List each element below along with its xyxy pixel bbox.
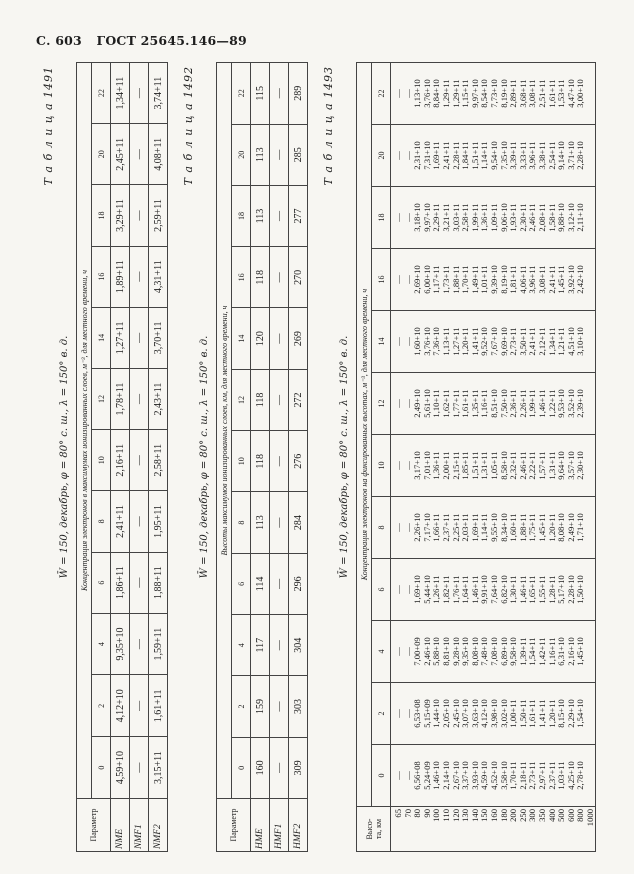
value-cell: 3,15+11	[149, 737, 168, 799]
value-cell: 9,35+10	[111, 613, 130, 675]
hour-cell: 22	[232, 63, 251, 125]
hour-cell: 4	[92, 613, 111, 675]
hour-cell: 0	[372, 745, 391, 807]
hour-cell: 12	[92, 368, 111, 429]
table-row	[289, 63, 308, 852]
value-cell: —	[270, 308, 289, 369]
table-1493	[356, 62, 596, 852]
value-cell: 3,29+11	[111, 185, 130, 246]
hour-cell: 16	[232, 247, 251, 308]
value-column: — — 6,53+08 5,15+09 1,44+10 2,05+10 2,45+10 3,07+10 3,63+10 4,12+10 3,98+10 3,02+10 1,00+11 1,50+11 1,61+11 1,41+11 1,20+11 8,15+10 2,29+10 1,54+10	[391, 683, 596, 745]
value-cell: 270	[289, 247, 308, 308]
value-cell: —	[270, 124, 289, 185]
hour-cell: 2	[92, 675, 111, 737]
hour-cell: 12	[232, 369, 251, 430]
value-cell: 285	[289, 124, 308, 185]
value-column: — — 6,56+08 5,24+09 1,46+10 2,14+10 2,67+10 3,37+10 3,93+10 4,59+10 4,52+10 3,58+10 1,70+11 2,18+11 2,73+11 2,97+11 2,37+11 1,03+11 4,25+10 2,78+10	[391, 745, 596, 807]
standard-code: ГОСТ 25645.146—89	[96, 33, 247, 48]
hour-cell: 20	[232, 124, 251, 185]
value-cell: —	[270, 737, 289, 798]
value-column: — — 1,13+10 3,76+10 8,84+10 1,29+11 1,29+11 1,15+11 9,97+10 8,54+10 7,73+10 8,19+10 2,89+11 3,68+11 3,08+11 2,51+11 1,61+11 1,53+11 4,47+10 3,00+10	[391, 63, 596, 125]
table-number: Т а б л и ц а 1493	[322, 66, 335, 186]
hour-cell: 0	[92, 737, 111, 799]
value-cell: —	[270, 553, 289, 614]
value-cell: —	[130, 491, 149, 552]
value-cell: 2,16+11	[111, 430, 130, 491]
param-header: Параметр	[217, 799, 251, 852]
value-cell: 113	[251, 124, 270, 185]
hour-cell: 20	[92, 124, 111, 185]
value-cell: —	[130, 675, 149, 737]
value-cell: 303	[289, 676, 308, 737]
value-cell: 114	[251, 553, 270, 614]
hours-row	[232, 63, 251, 852]
value-cell: —	[130, 124, 149, 185]
table-caption: W̄ = 150, декабрь, φ = 80° с. ш., λ = 150° в. д.	[199, 335, 210, 579]
value-cell: 1,78+11	[111, 368, 130, 429]
value-cell: —	[130, 307, 149, 368]
value-cell: 113	[251, 492, 270, 553]
value-cell: 1,88+11	[149, 552, 168, 613]
param-name: NME	[111, 799, 130, 852]
value-cell: 159	[251, 676, 270, 737]
table-row	[251, 63, 270, 852]
value-cell: 2,41+11	[111, 491, 130, 552]
value-cell: 1,89+11	[111, 246, 130, 307]
hour-cell: 4	[232, 615, 251, 676]
rotated-content	[40, 62, 614, 852]
height-header: Высо- та, км	[357, 807, 391, 852]
value-cell: 284	[289, 492, 308, 553]
value-cell: 115	[251, 63, 270, 125]
hour-cell: 2	[372, 683, 391, 745]
table-row	[130, 63, 149, 852]
value-cell: —	[130, 613, 149, 675]
value-cell: 3,74+11	[149, 63, 168, 124]
value-cell: 1,61+11	[149, 675, 168, 737]
hour-cell: 18	[92, 185, 111, 246]
hour-cell: 12	[372, 373, 391, 435]
hour-cell: 22	[92, 63, 111, 124]
value-cell: —	[270, 431, 289, 492]
value-cell: —	[130, 737, 149, 799]
value-cell: 2,45+11	[111, 124, 130, 185]
value-cell: —	[270, 247, 289, 308]
value-cell: 1,86+11	[111, 552, 130, 613]
value-cell: 309	[289, 737, 308, 798]
value-column: — — 3,18+10 9,97+10 2,29+11 3,21+11 3,03+11 2,58+11 1,99+11 1,36+11 1,09+11 9,06+10 1,93+11 2,30+11 2,46+11 2,08+11 1,58+11 9,88+10 3,12+10 2,11+10	[391, 187, 596, 249]
param-name: NMF1	[130, 799, 149, 852]
table-number: Т а б л и ц а 1491	[42, 66, 55, 186]
hour-cell: 16	[92, 246, 111, 307]
value-column: — — 2,31+10 7,31+10 1,69+11 2,41+11 2,28+11 1,84+11 1,51+11 1,14+11 9,54+10 7,35+10 3,39+11 3,33+11 3,96+11 3,38+11 2,54+11 9,14+10 3,71+10 2,28+10	[391, 125, 596, 187]
value-cell: —	[130, 368, 149, 429]
value-cell: 4,12+10	[111, 675, 130, 737]
value-cell: 296	[289, 553, 308, 614]
hour-cell: 14	[372, 311, 391, 373]
hour-cell: 0	[232, 737, 251, 798]
value-column: — — 1,69+10 5,44+10 1,26+11 1,82+11 1,76+11 1,64+11 1,46+11 9,91+10 7,64+10 6,82+10 1,30+11 1,46+11 1,65+11 1,55+11 1,28+11 5,17+10 2,28+10 1,50+10	[391, 559, 596, 621]
value-cell: 2,58+11	[149, 430, 168, 491]
value-column: — — 7,00+09 2,46+10 5,88+10 8,81+10 9,28+10 9,35+10 8,08+10 7,48+10 7,08+10 6,89+10 9,58+10 1,39+11 1,54+11 1,42+11 1,16+11 6,31+10 2,16+10 1,45+10	[391, 621, 596, 683]
table-caption: W̄ = 150, декабрь, φ = 80° с. ш., λ = 150° в. д.	[339, 335, 350, 579]
table-1491	[76, 62, 168, 852]
value-cell: —	[270, 615, 289, 676]
hour-cell: 2	[232, 676, 251, 737]
value-column: — — 2,49+10 5,61+10 1,10+11 1,62+11 1,77+11 1,61+11 1,35+11 1,16+11 8,51+10 7,50+10 2,36+11 2,26+11 1,99+11 1,46+11 1,22+11 9,53+10 3,52+10 2,39+10	[391, 373, 596, 435]
value-cell: 118	[251, 431, 270, 492]
value-cell: —	[130, 185, 149, 246]
hour-cell: 6	[372, 559, 391, 621]
heights-column: 65 70 80 90 100 110 120 130 140 150 160 180 200 250 300 350 400 500 600 800 1000	[391, 807, 596, 852]
hour-cell: 10	[232, 431, 251, 492]
value-cell: 117	[251, 615, 270, 676]
value-cell: 1,95+11	[149, 491, 168, 552]
value-cell: 4,31+11	[149, 246, 168, 307]
value-cell: —	[270, 492, 289, 553]
value-cell: 118	[251, 369, 270, 430]
value-cell: 160	[251, 737, 270, 798]
value-cell: 118	[251, 247, 270, 308]
value-cell: 2,43+11	[149, 368, 168, 429]
value-column: — — 3,17+10 7,01+10 1,36+11 2,00+11 2,15+11 1,85+11 1,51+11 1,31+11 1,05+11 8,58+10 2,32+11 2,46+11 2,22+11 1,57+11 1,31+11 9,64+10 3,57+10 2,30+10	[391, 435, 596, 497]
hour-cell: 8	[372, 497, 391, 559]
param-header: Параметр	[77, 799, 111, 852]
table-1492	[216, 62, 308, 852]
hour-cell: 6	[92, 552, 111, 613]
param-name: NMF2	[149, 799, 168, 852]
table-body-row	[391, 63, 596, 852]
value-cell: —	[270, 185, 289, 246]
hours-row	[92, 63, 111, 852]
hour-cell: 6	[232, 553, 251, 614]
hour-cell: 10	[92, 430, 111, 491]
table-row	[111, 63, 130, 852]
hour-cell: 22	[372, 63, 391, 125]
value-cell: 2,59+11	[149, 185, 168, 246]
subcaption: Концентрация электронов в максимумах ионизированных слоев, м⁻³, для местного времени, ч	[77, 63, 92, 799]
value-column: — — 1,60+10 3,76+10 7,36+10 1,13+11 1,27+11 1,20+11 1,41+11 9,52+10 7,67+10 9,69+10 2,73+11 3,50+11 2,41+11 2,12+11 1,34+11 1,21+11 4,51+10 3,10+10	[391, 311, 596, 373]
value-cell: 272	[289, 369, 308, 430]
value-cell: —	[130, 430, 149, 491]
param-name: HMF1	[270, 799, 289, 852]
table-number: Т а б л и ц а 1492	[182, 66, 195, 186]
hour-cell: 18	[372, 187, 391, 249]
value-column: — — 2,26+10 7,17+10 1,66+11 2,37+11 2,25+11 2,03+11 1,69+11 1,14+11 9,55+10 8,34+10 1,60+11 1,88+11 1,75+11 1,45+11 1,20+11 8,08+10 2,49+10 1,71+10	[391, 497, 596, 559]
page-number: С. 603	[36, 33, 82, 48]
value-cell: —	[130, 552, 149, 613]
value-cell: —	[270, 369, 289, 430]
hour-cell: 8	[232, 492, 251, 553]
value-cell: —	[270, 63, 289, 125]
hour-cell: 4	[372, 621, 391, 683]
value-cell: 120	[251, 308, 270, 369]
value-cell: 4,08+11	[149, 124, 168, 185]
hour-cell: 8	[92, 491, 111, 552]
param-name: HME	[251, 799, 270, 852]
subcaption: Концентрация электронов на фиксированных высотах, м⁻³, для местного времени, ч	[357, 63, 372, 807]
value-cell: 1,27+11	[111, 307, 130, 368]
value-cell: 4,59+10	[111, 737, 130, 799]
value-cell: 277	[289, 185, 308, 246]
hour-cell: 10	[372, 435, 391, 497]
value-cell: 304	[289, 615, 308, 676]
page-header	[36, 33, 257, 48]
value-cell: 289	[289, 63, 308, 125]
param-name: HMF2	[289, 799, 308, 852]
value-cell: —	[130, 63, 149, 124]
hour-cell: 14	[92, 307, 111, 368]
table-row	[270, 63, 289, 852]
hour-cell: 14	[232, 308, 251, 369]
hour-cell: 18	[232, 185, 251, 246]
value-cell: 3,70+11	[149, 307, 168, 368]
value-cell: 269	[289, 308, 308, 369]
hour-cell: 20	[372, 125, 391, 187]
hours-row	[372, 63, 391, 852]
value-cell: 1,34+11	[111, 63, 130, 124]
value-cell: 113	[251, 185, 270, 246]
value-cell: —	[270, 676, 289, 737]
value-cell: 276	[289, 431, 308, 492]
hour-cell: 16	[372, 249, 391, 311]
subcaption: Высоты максимумов ионизированных слоев, км, для местного времени, ч	[217, 63, 232, 799]
value-column: — — 2,69+10 6,00+10 1,17+11 1,73+11 1,88+11 1,70+11 1,49+11 1,01+11 9,39+10 8,19+10 1,81+11 4,06+11 3,96+11 3,08+11 2,41+11 1,45+11 3,92+10 2,42+10	[391, 249, 596, 311]
value-cell: —	[130, 246, 149, 307]
table-row	[149, 63, 168, 852]
table-caption: W̄ = 150, декабрь, φ = 80° с. ш., λ = 150° в. д.	[59, 335, 70, 579]
value-cell: 1,59+11	[149, 613, 168, 675]
